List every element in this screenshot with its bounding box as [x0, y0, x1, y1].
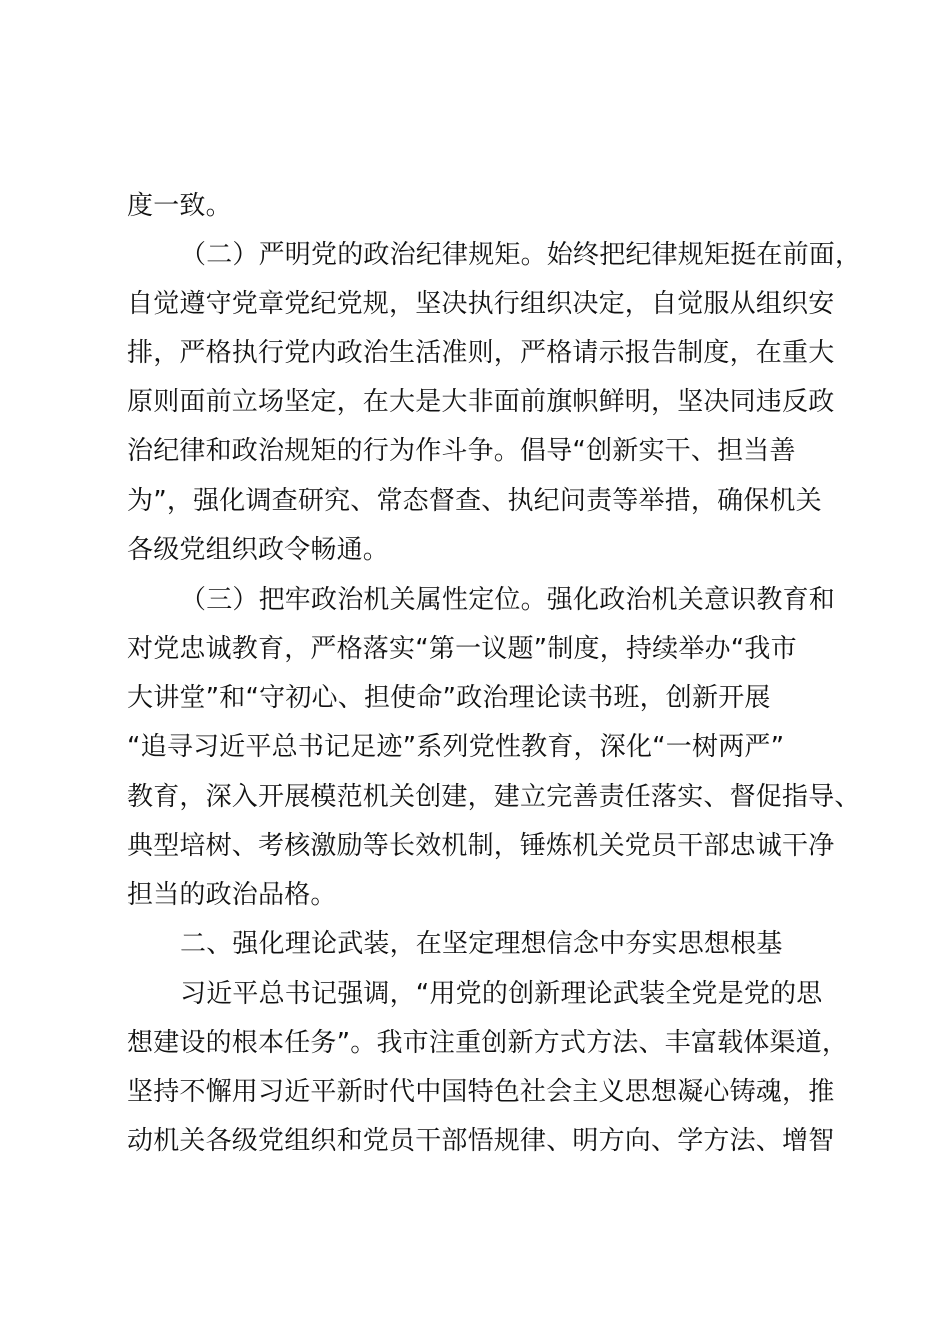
- text-line: 动机关各级党组织和党员干部悟规律、明方向、学方法、增智: [127, 1126, 835, 1156]
- text-line: 自觉遵守党章党纪党规，坚决执行组织决定，自觉服从组织安: [127, 289, 835, 319]
- text-line: 度一致。: [127, 191, 232, 221]
- text-line: “追寻习近平总书记足迹”系列党性教育，深化“一树两严”: [127, 732, 785, 762]
- paragraph-start: （二）严明党的政治纪律规矩。始终把纪律规矩挺在前面，: [180, 240, 862, 270]
- text-line: 排，严格执行党内政治生活准则，严格请示报告制度，在重大: [127, 338, 835, 368]
- text-line: 各级党组织政令畅通。: [127, 535, 390, 565]
- paragraph-start: （三）把牢政治机关属性定位。强化政治机关意识教育和: [180, 585, 836, 615]
- text-line: 教育，深入开展模范机关创建，建立完善责任落实、督促指导、: [127, 782, 861, 812]
- text-line: 典型培树、考核激励等长效机制，锤炼机关党员干部忠诚干净: [127, 831, 835, 861]
- text-line: 想建设的根本任务”。我市注重创新方式方法、丰富载体渠道，: [127, 1028, 849, 1058]
- text-line: 对党忠诚教育，严格落实“第一议题”制度，持续举办“我市: [127, 634, 797, 664]
- section-heading: 二、强化理论武装，在坚定理想信念中夯实思想根基: [180, 929, 783, 959]
- text-line: 治纪律和政治规矩的行为作斗争。倡导“创新实干、担当善: [127, 436, 796, 466]
- text-line: 担当的政治品格。: [127, 880, 337, 910]
- paragraph-start: 习近平总书记强调，“用党的创新理论武装全党是党的思: [180, 979, 823, 1009]
- text-line: 原则面前立场坚定，在大是大非面前旗帜鲜明，坚决同违反政: [127, 387, 835, 417]
- text-line: 大讲堂”和“守初心、担使命”政治理论读书班，创新开展: [127, 683, 771, 713]
- text-line: 为”，强化调查研究、常态督查、执纪问责等举措，确保机关: [127, 486, 822, 516]
- text-line: 坚持不懈用习近平新时代中国特色社会主义思想凝心铸魂，推: [127, 1077, 835, 1107]
